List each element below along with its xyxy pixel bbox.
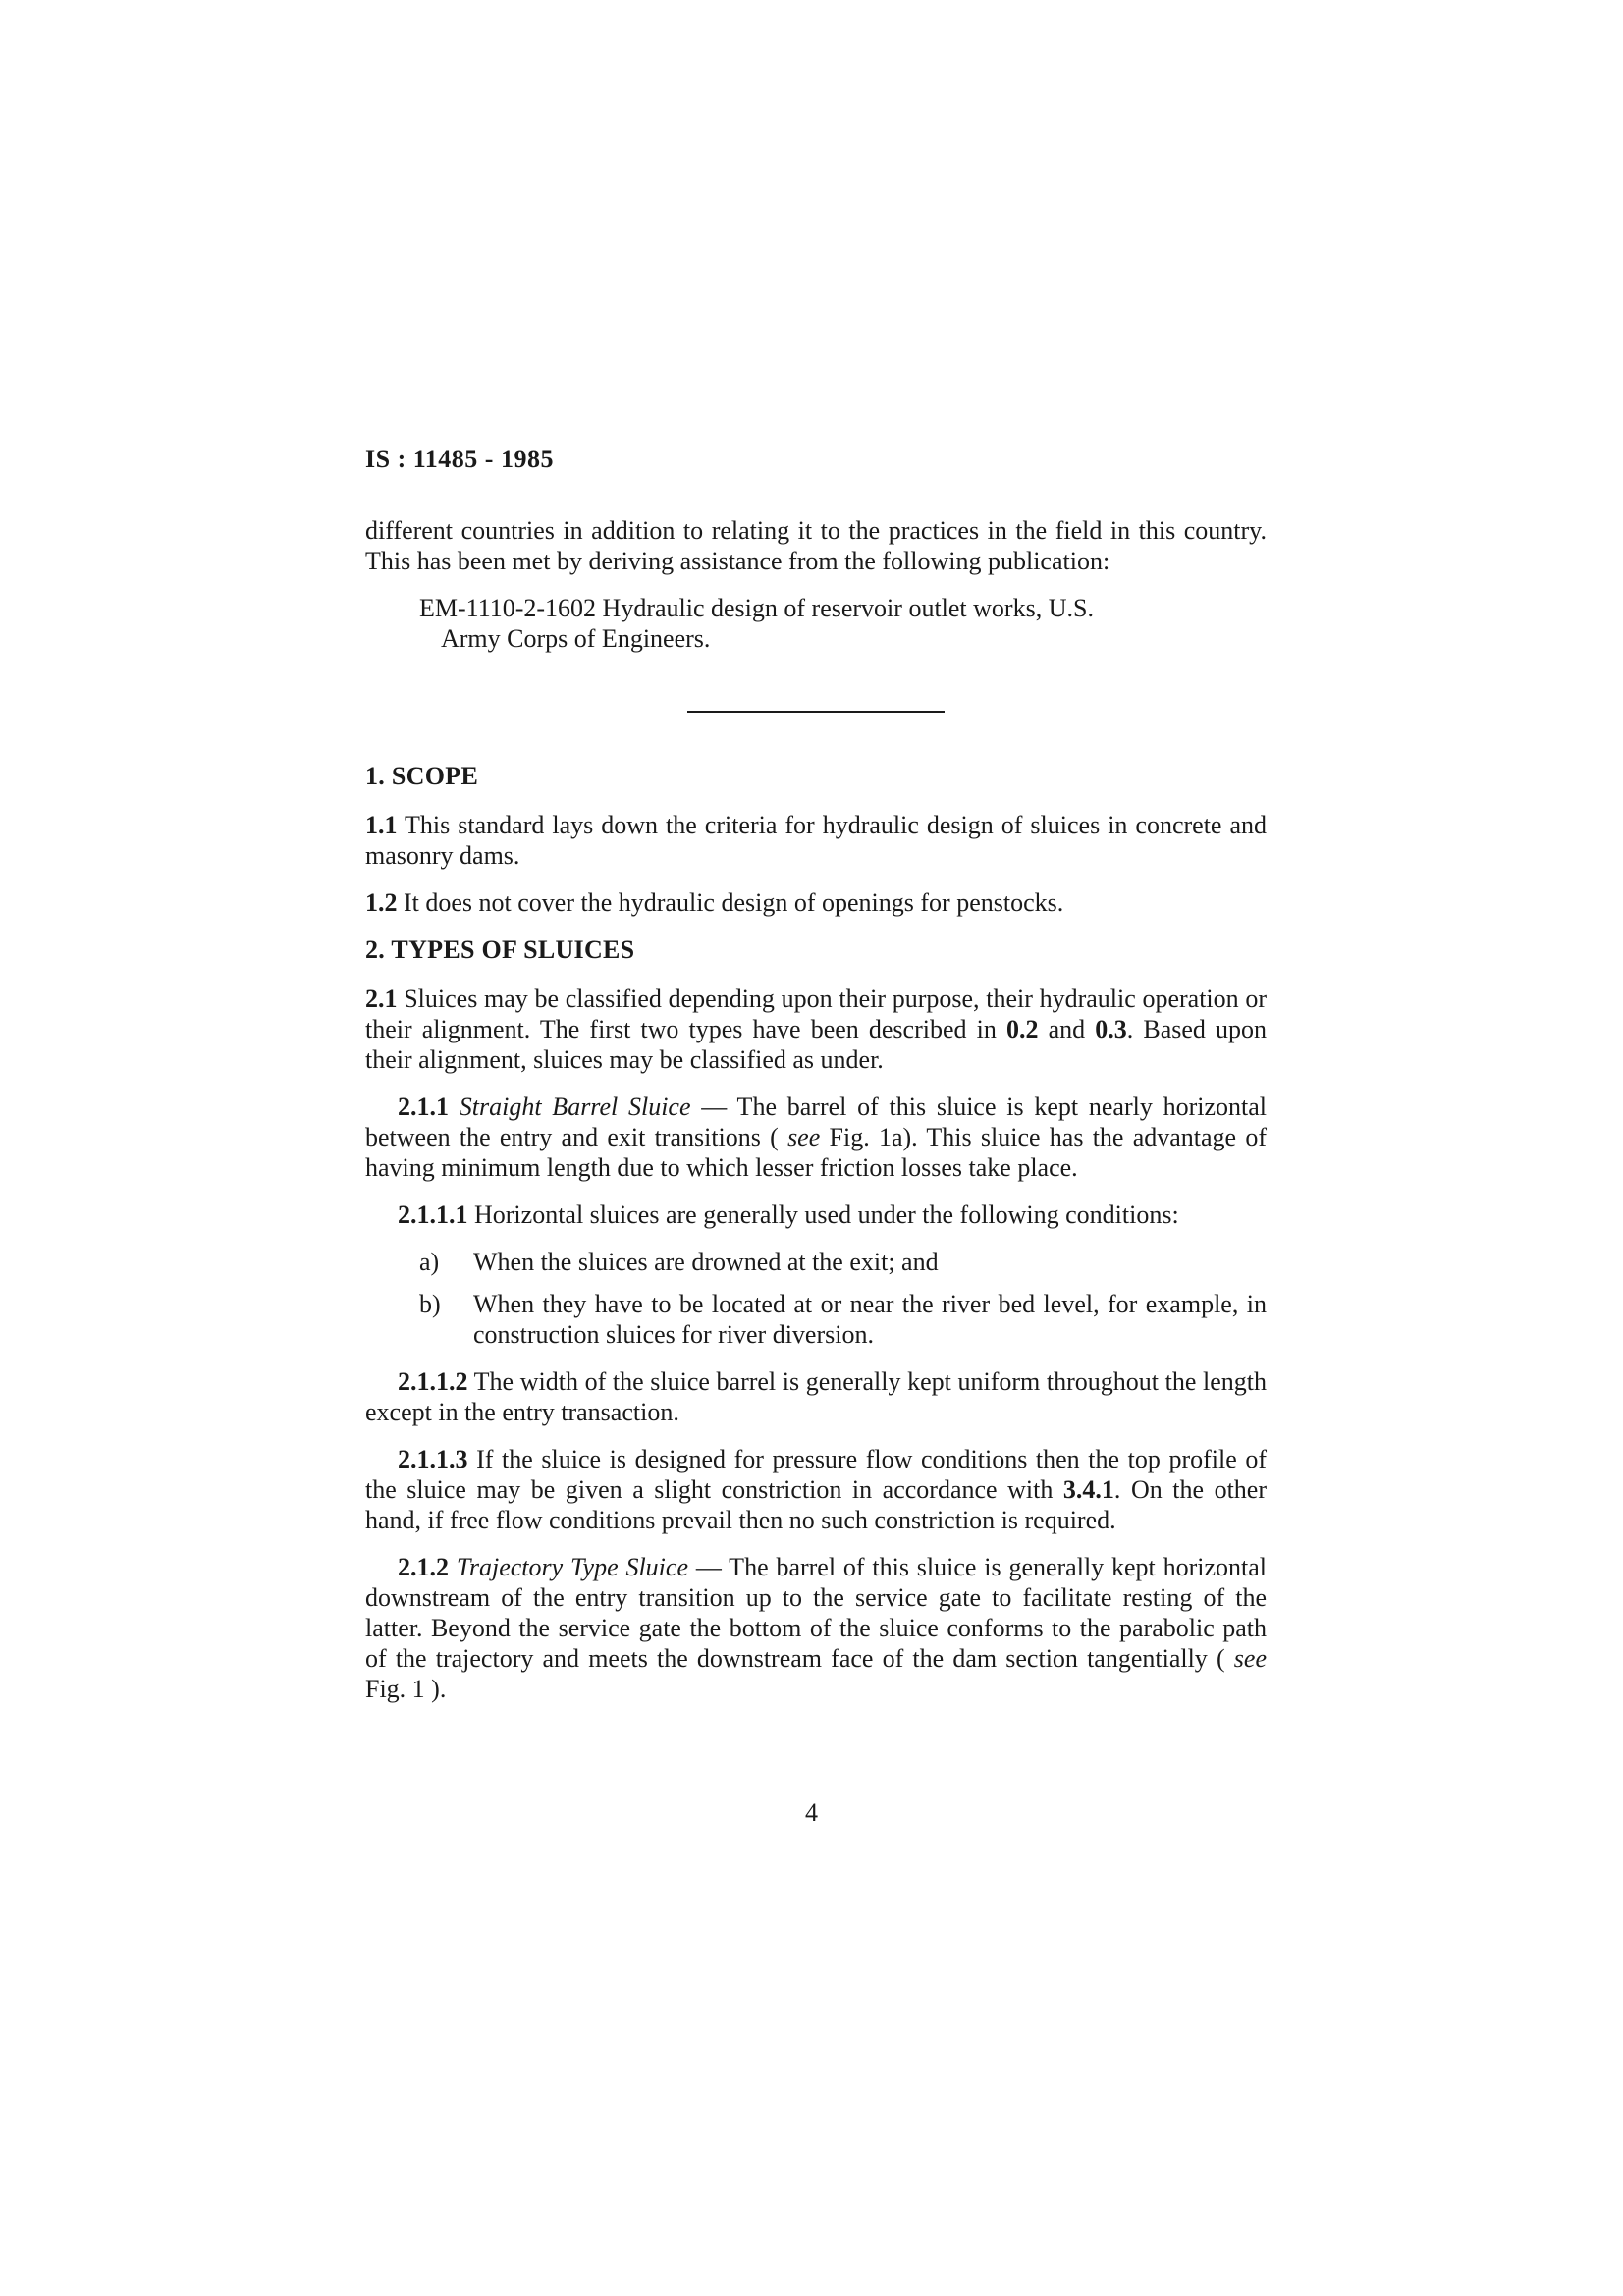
list-item [365, 1289, 1267, 1350]
clause-2-1-1-2 [365, 1366, 1267, 1427]
clause-see: see [1233, 1644, 1267, 1673]
clause-text: Sluices may be classified depending upon their purpose, their hydraulic operation or their alignment. The first two types have been described in [365, 985, 1268, 1043]
clause-1-1 [365, 810, 1267, 871]
clause-title: Trajectory Type Sluice [456, 1553, 688, 1581]
clause-text: Horizontal sluices are generally used under the following conditions: [474, 1201, 1179, 1229]
clause-number: 2.1 [365, 985, 398, 1013]
clause-text: It does not cover the hydraulic design of openings for penstocks. [404, 888, 1064, 917]
clause-text: Fig. 1a). This sluice has the advantage of having minimum length due to which lesser friction losses take place. [365, 1123, 1267, 1182]
clause-text: — The barrel of this sluice is kept nearly horizontal between the entry and exit transitions ( [365, 1093, 1268, 1151]
clause-number: 2.1.2 [398, 1553, 449, 1581]
list-item-text: When they have to be located at or near the river bed level, for example, in construction sluices for river diversion. [473, 1290, 1267, 1349]
list-item-label: a) [419, 1248, 440, 1276]
clause-2-1-1-1 [365, 1200, 1267, 1230]
clause-text: The width of the sluice barrel is generally kept uniform throughout the length except in the entry transaction. [365, 1367, 1267, 1426]
clause-reference: 0.2 [1005, 1015, 1039, 1043]
clause-1-2 [365, 887, 1267, 918]
clause-reference: 3.4.1 [1062, 1475, 1114, 1504]
clause-2-1-1-3 [365, 1444, 1267, 1535]
list-item-label: b) [419, 1290, 441, 1318]
clause-text: This standard lays down the criteria for hydraulic design of sluices in concrete and masonry dams. [365, 811, 1268, 870]
intro-paragraph [365, 515, 1267, 576]
clause-number: 2.1.1.1 [398, 1201, 468, 1229]
reference-line-2: Army Corps of Engineers. [441, 624, 711, 653]
clause-text: . Based upon their alignment, sluices may be classified as under. [365, 1015, 1267, 1074]
section-heading-scope: 1. SCOPE [365, 762, 479, 790]
clause-text: — The barrel of this sluice is generally kept horizontal downstream of the entry transition up to the service gate to facilitate resting of the latter. Beyond the service gate the bottom of the sluice conforms to the parabolic path of the trajectory and meets the downstream face of the dam section tangentially ( [365, 1553, 1268, 1673]
reference-entry [419, 593, 1267, 654]
intro-text: different countries in addition to relating it to the practices in the field in this country. This has been met by deriving assistance from the following publication: [365, 516, 1267, 575]
clause-reference: 0.3 [1095, 1015, 1127, 1043]
clause-number: 2.1.1.2 [398, 1367, 468, 1396]
clause-see: see [787, 1123, 821, 1151]
clause-text: Fig. 1 ). [365, 1675, 447, 1703]
list-item [365, 1247, 1267, 1277]
clause-number: 1.1 [365, 811, 398, 839]
clause-2-1-2 [365, 1552, 1267, 1704]
list-item-text: When the sluices are drowned at the exit; and [473, 1248, 939, 1276]
clause-number: 2.1.1.3 [398, 1445, 468, 1473]
section-heading-types: 2. TYPES OF SLUICES [365, 935, 635, 964]
conditions-list [365, 1247, 1267, 1350]
clause-number: 2.1.1 [398, 1093, 449, 1121]
separator-rule [687, 711, 945, 713]
clause-text: If the sluice is designed for pressure flow conditions then the top profile of the sluice may be given a slight constriction in accordance with [365, 1445, 1268, 1504]
document-header: IS : 11485 - 1985 [365, 445, 554, 473]
clause-title: Straight Barrel Sluice [459, 1093, 691, 1121]
clause-text: and [1038, 1015, 1096, 1043]
document-page [365, 444, 1267, 1721]
page-number: 4 [805, 1798, 818, 1827]
clause-number: 1.2 [365, 888, 398, 917]
reference-line-1: EM-1110-2-1602 Hydraulic design of reservoir outlet works, U.S. [419, 594, 1094, 622]
clause-text: . On the other hand, if free flow conditions prevail then no such constriction is required. [365, 1475, 1268, 1534]
clause-2-1-1 [365, 1092, 1267, 1183]
separator [365, 689, 1267, 720]
clause-2-1 [365, 984, 1267, 1075]
